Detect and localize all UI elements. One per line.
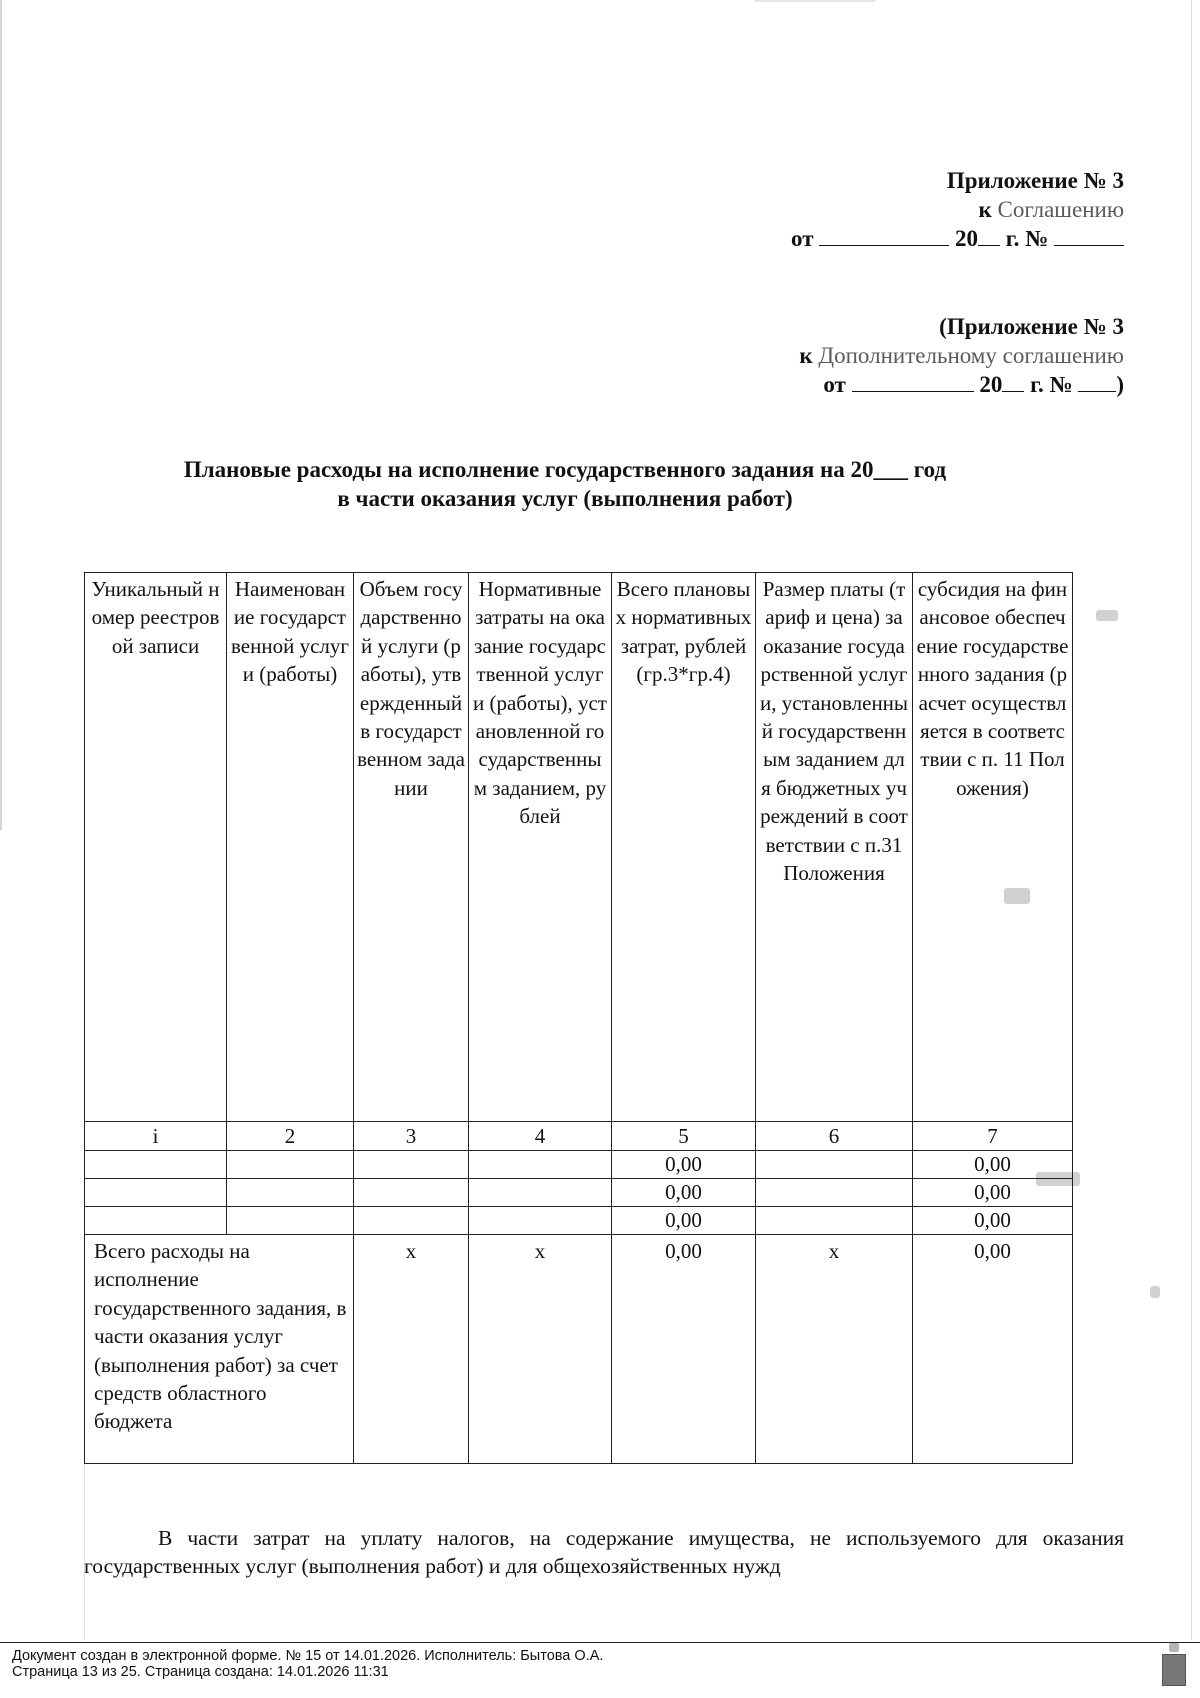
total-cell-normative: x (469, 1235, 612, 1464)
document-footer (12, 1648, 603, 1680)
header-cell-total-planned: Всего плановых нормативных затрат, рублей (гр.3*гр.4) (612, 573, 756, 1122)
document-title-line1: Плановые расходы на исполнение государственного задания на 20___ год (183, 457, 947, 482)
table-cell (85, 1207, 227, 1235)
table-cell (227, 1207, 354, 1235)
table-cell (469, 1151, 612, 1179)
document-stamp-icon (1162, 1654, 1186, 1686)
column-number: 4 (469, 1122, 612, 1151)
number-blank (1054, 225, 1124, 246)
supplementary-date-year: 20 (979, 372, 1003, 397)
total-cell-total-planned: 0,00 (612, 1235, 756, 1464)
table-row (85, 1207, 1073, 1235)
scan-edge (1191, 0, 1192, 1640)
header-cell-registry-number: Уникальный номер реестровой записи (85, 573, 227, 1122)
table-cell-subsidy: 0,00 (913, 1179, 1073, 1207)
supplementary-to-line (799, 341, 1124, 370)
supplementary-date-line (799, 370, 1124, 399)
appendix-to-doc: Соглашению (997, 197, 1124, 222)
appendix-date-from: от (791, 226, 814, 251)
column-number: i (85, 1122, 227, 1151)
number-blank (1078, 371, 1116, 392)
table-cell-total-planned: 0,00 (612, 1179, 756, 1207)
table-header-row (85, 573, 1073, 1122)
table-row (85, 1179, 1073, 1207)
supplementary-to: к (799, 343, 813, 368)
header-cell-service-name: Наименование государственной услуги (работы) (227, 573, 354, 1122)
year-blank (1002, 371, 1024, 392)
column-number: 6 (756, 1122, 913, 1151)
total-label: Всего расходы на исполнение государственного задания, в части оказания услуг (выполнения работ) за счет средств областного бюджета (85, 1235, 354, 1464)
year-blank (978, 225, 1000, 246)
column-number: 2 (227, 1122, 354, 1151)
table-cell (756, 1179, 913, 1207)
table-cell-subsidy: 0,00 (913, 1151, 1073, 1179)
table-cell (85, 1179, 227, 1207)
planned-expenses-table (84, 572, 1073, 1464)
document-title-line2: в части оказания услуг (выполнения работ) (337, 486, 793, 511)
table-cell-total-planned: 0,00 (612, 1151, 756, 1179)
supplementary-to-doc: Дополнительному соглашению (818, 343, 1124, 368)
supplementary-title: (Приложение № 3 (939, 314, 1124, 339)
total-cell-volume: x (354, 1235, 469, 1464)
table-total-row (85, 1235, 1073, 1464)
appendix-title: Приложение № 3 (946, 168, 1124, 193)
supplementary-close: ) (1116, 372, 1124, 397)
supplementary-header (799, 312, 1124, 399)
supplementary-date-from: от (823, 372, 846, 397)
scan-mark (755, 0, 875, 2)
table-cell (756, 1207, 913, 1235)
table-cell (756, 1151, 913, 1179)
note-paragraph: В части затрат на уплату налогов, на содержание имущества, не используемого для оказания государственных услуг (выполнения работ) и для общехозяйственных нужд (84, 1526, 1124, 1578)
header-cell-subsidy: субсидия на финансовое обеспечение государственного задания (расчет осуществляется в соответствии с п. 11 Положения) (913, 573, 1073, 1122)
appendix-header (791, 166, 1124, 253)
table-row (85, 1151, 1073, 1179)
header-cell-fee-size: Размер платы (тариф и цена) за оказание государственной услуги, установленный государственным заданием для бюджетных учреждений в соответствии с п.31 Положения (756, 573, 913, 1122)
date-blank (852, 371, 974, 392)
table-cell (354, 1179, 469, 1207)
appendix-date-year: 20 (955, 226, 979, 251)
scan-smudge (1096, 610, 1118, 621)
appendix-to: к (978, 197, 992, 222)
table-cell (354, 1151, 469, 1179)
table-cell (227, 1179, 354, 1207)
header-cell-normative-costs: Нормативные затраты на оказание государственной услуги (работы), установленной государственным заданием, рублей (469, 573, 612, 1122)
appendix-date-suffix: г. № (1005, 226, 1049, 251)
column-number: 3 (354, 1122, 469, 1151)
total-cell-fee: x (756, 1235, 913, 1464)
appendix-to-line (791, 195, 1124, 224)
table-cell (85, 1151, 227, 1179)
column-number-row (85, 1122, 1073, 1151)
header-cell-service-volume: Объем государственной услуги (работы), утвержденный в государственном задании (354, 573, 469, 1122)
scan-smudge (1150, 1286, 1160, 1298)
footer-divider (0, 1642, 1200, 1643)
appendix-date-line (791, 224, 1124, 253)
table-cell (469, 1207, 612, 1235)
document-title (0, 455, 1130, 513)
date-blank (819, 225, 949, 246)
table-cell (354, 1207, 469, 1235)
supplementary-date-suffix: г. № (1030, 372, 1073, 397)
column-number: 7 (913, 1122, 1073, 1151)
footer-line-1: Документ создан в электронной форме. № 15 от 14.01.2026. Исполнитель: Бытова О.А. (12, 1648, 604, 1664)
table-cell (227, 1151, 354, 1179)
table-cell (469, 1179, 612, 1207)
total-cell-subsidy: 0,00 (913, 1235, 1073, 1464)
column-number: 5 (612, 1122, 756, 1151)
table-cell-total-planned: 0,00 (612, 1207, 756, 1235)
footer-line-2: Страница 13 из 25. Страница создана: 14.01.2026 11:31 (12, 1664, 389, 1680)
table-cell-subsidy: 0,00 (913, 1207, 1073, 1235)
scan-edge (0, 0, 2, 830)
